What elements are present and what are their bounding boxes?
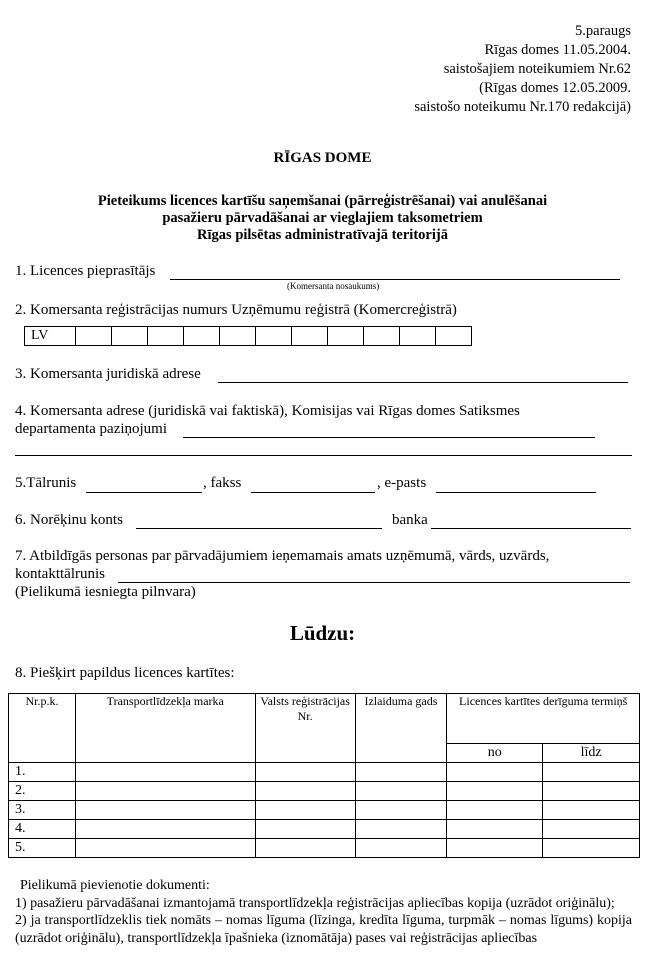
cell-registration[interactable] [255, 763, 355, 782]
cell-from[interactable] [447, 820, 543, 839]
phone-input-line[interactable] [86, 492, 202, 493]
section-8-label: 8. Piešķirt papildus licences kartītes: [15, 665, 235, 681]
title-line: Pieteikums licences kartīšu saņemšanai (pārreģistrēšanai) vai anulēšanai [97, 193, 548, 209]
cell-brand[interactable] [75, 820, 255, 839]
registration-number-grid[interactable] [24, 326, 472, 346]
registration-digit-cell[interactable] [292, 327, 328, 346]
row-number: 4. [9, 820, 76, 839]
column-header-registration: Valsts reģistrācijas Nr. [255, 694, 355, 763]
reference-line: 5.paraugs [575, 23, 631, 39]
correspondence-address-label: 4. Komersanta adrese (juridiskā vai faktiskā), Komisijas vai Rīgas domes Satiksmes [15, 403, 520, 419]
account-label: 6. Norēķinu konts [15, 512, 123, 528]
table-row [9, 782, 640, 801]
column-header-validity: Licences kartītes derīguma termiņš [447, 694, 640, 744]
cell-registration[interactable] [255, 801, 355, 820]
reference-line: saistošo noteikumu Nr.170 redakcijā) [414, 99, 631, 115]
registration-digit-cell[interactable] [436, 327, 472, 346]
registration-digit-cell[interactable] [112, 327, 148, 346]
column-header-nr: Nr.p.k. [9, 694, 76, 763]
correspondence-address-input-line[interactable] [183, 437, 595, 438]
email-input-line[interactable] [436, 492, 596, 493]
cell-to[interactable] [543, 820, 640, 839]
cell-registration[interactable] [255, 782, 355, 801]
registration-digit-cell[interactable] [184, 327, 220, 346]
registration-prefix: LV [25, 327, 76, 346]
registration-digit-cell[interactable] [148, 327, 184, 346]
organization-name: RĪGAS DOME [273, 150, 372, 166]
cell-from[interactable] [447, 782, 543, 801]
title-line: pasažieru pārvadāšanai ar vieglajiem taksometriem [162, 210, 483, 226]
applicant-label: 1. Licences pieprasītājs [15, 263, 156, 279]
registration-digit-cell[interactable] [220, 327, 256, 346]
table-row [9, 801, 640, 820]
attachment-item: 1) pasažieru pārvadāšanai izmantojamā transportlīdzekļa reģistrācijas apliecības kopija (uzrādot oriģinālu); [15, 895, 615, 911]
column-header-brand: Transportlīdzekļa marka [75, 694, 255, 763]
responsible-person-label: 7. Atbildīgās personas par pārvadājumiem ieņemamais amats uzņēmumā, vārds, uzvārds, [15, 548, 550, 564]
table-row [9, 839, 640, 858]
row-number: 1. [9, 763, 76, 782]
reference-line: Rīgas domes 11.05.2004. [484, 42, 631, 58]
correspondence-address-label-2: departamenta paziņojumi [15, 421, 168, 437]
registration-digit-cell[interactable] [76, 327, 112, 346]
cell-year[interactable] [355, 782, 447, 801]
cell-brand[interactable] [75, 839, 255, 858]
cell-from[interactable] [447, 839, 543, 858]
cell-to[interactable] [543, 801, 640, 820]
table-row [9, 763, 640, 782]
registration-digit-cell[interactable] [256, 327, 292, 346]
legal-address-input-line[interactable] [218, 382, 628, 383]
bank-label: banka [392, 512, 428, 528]
fax-label: , fakss [203, 475, 242, 491]
row-number: 5. [9, 839, 76, 858]
bank-input-line[interactable] [431, 528, 631, 529]
request-heading: Lūdzu: [289, 621, 356, 645]
cell-year[interactable] [355, 801, 447, 820]
cell-from[interactable] [447, 763, 543, 782]
attachments-section [15, 877, 632, 947]
responsible-person-input-line[interactable] [118, 582, 630, 583]
column-header-from: no [447, 744, 543, 763]
cell-to[interactable] [543, 782, 640, 801]
fax-input-line[interactable] [251, 492, 375, 493]
title-line: Rīgas pilsētas administratīvajā teritorijā [197, 227, 448, 243]
cell-registration[interactable] [255, 839, 355, 858]
cell-year[interactable] [355, 839, 447, 858]
registration-digit-cell[interactable] [400, 327, 436, 346]
cell-to[interactable] [543, 839, 640, 858]
cell-from[interactable] [447, 801, 543, 820]
reference-line: (Rīgas domes 12.05.2009. [479, 80, 631, 96]
cell-year[interactable] [355, 763, 447, 782]
table-row [9, 820, 640, 839]
correspondence-address-input-line-2[interactable] [15, 455, 632, 456]
cell-to[interactable] [543, 763, 640, 782]
cell-registration[interactable] [255, 820, 355, 839]
account-input-line[interactable] [136, 528, 382, 529]
attachment-item: 2) ja transportlīdzeklis tiek nomāts – nomas līguma (līzinga, kredīta līguma, turpmāk – nomas līgums) kopija (uzrādot oriģinālu), transportlīdzekļa īpašnieka (iznomātāja) pases vai reģistrācijas apliecības [15, 913, 632, 946]
applicant-hint: (Komersanta nosaukums) [287, 281, 380, 291]
reference-line: saistošajiem noteikumiem Nr.62 [443, 61, 631, 77]
cell-brand[interactable] [75, 782, 255, 801]
email-label: , e-pasts [377, 475, 427, 491]
legal-address-label: 3. Komersanta juridiskā adrese [15, 366, 201, 382]
registration-number-label: 2. Komersanta reģistrācijas numurs Uzņēmumu reģistrā (Komercreģistrā) [15, 302, 457, 318]
row-number: 2. [9, 782, 76, 801]
column-header-to: līdz [543, 744, 640, 763]
phone-label: 5.Tālrunis [15, 475, 77, 491]
row-number: 3. [9, 801, 76, 820]
applicant-input-line[interactable] [170, 279, 620, 280]
responsible-person-label-2: kontakttālrunis [15, 566, 105, 582]
registration-digit-cell[interactable] [328, 327, 364, 346]
attachments-heading: Pielikumā pievienotie dokumenti: [20, 878, 210, 893]
power-of-attorney-note: (Pielikumā iesniegta pilnvara) [15, 584, 196, 600]
registration-digit-cell[interactable] [364, 327, 400, 346]
column-header-year: Izlaiduma gads [355, 694, 447, 763]
cell-year[interactable] [355, 820, 447, 839]
cell-brand[interactable] [75, 801, 255, 820]
document-reference [414, 22, 631, 117]
license-cards-table [8, 693, 640, 858]
cell-brand[interactable] [75, 763, 255, 782]
document-title [0, 193, 645, 244]
